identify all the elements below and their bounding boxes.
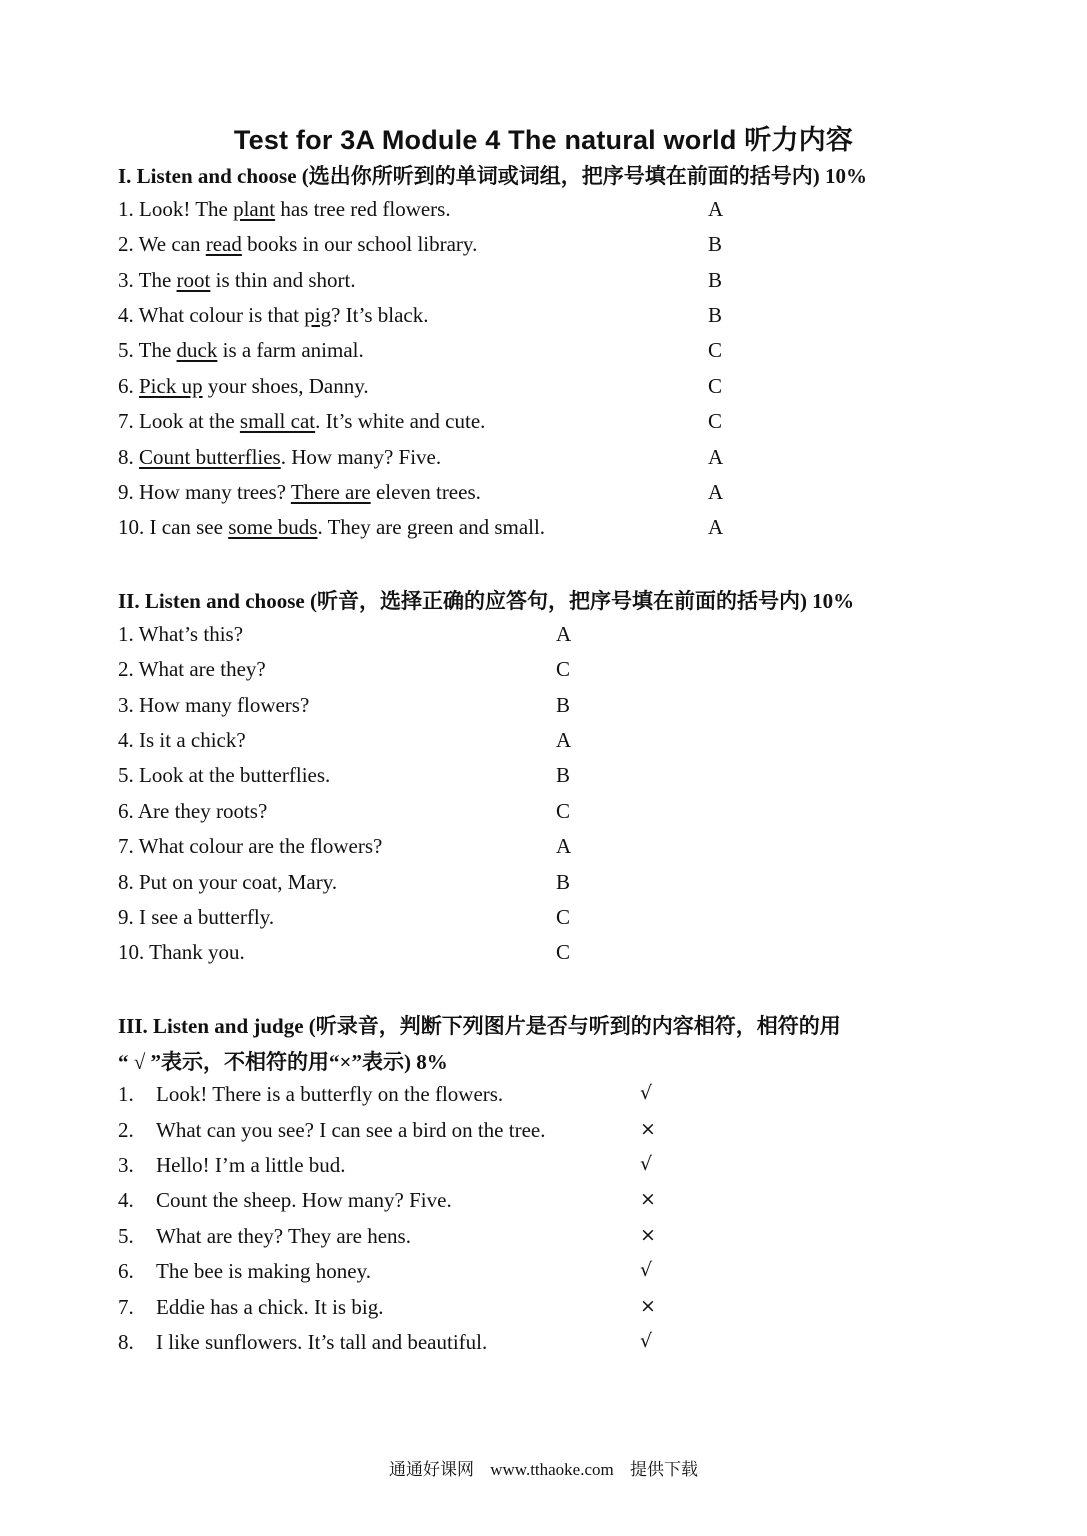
answer: C <box>556 905 571 929</box>
answer: A <box>708 515 724 539</box>
section-2-heading: II. Listen and choose (听音，选择正确的应答句，把序号填在前面的括号内) 10% <box>118 589 855 613</box>
list-item: 9. How many trees? There are eleven trees. A <box>118 480 724 504</box>
judgement-mark: × <box>640 1295 656 1317</box>
list-item: 8. Put on your coat, Mary. B <box>118 870 571 894</box>
list-item: 3. Hello! I’m a little bud. √ <box>118 1153 653 1177</box>
list-item: 2. What can you see? I can see a bird on the tree. × <box>118 1118 656 1142</box>
footer-url[interactable]: www.tthaoke.com <box>490 1460 614 1479</box>
list-item: 3. How many flowers? B <box>118 693 571 717</box>
answer: B <box>556 870 571 894</box>
list-item: 4. Is it a chick? A <box>118 728 572 752</box>
answer: A <box>708 480 724 504</box>
list-item: 10. Thank you. C <box>118 940 571 964</box>
answer: C <box>556 799 571 823</box>
list-item: 5. The duck is a farm animal. C <box>118 338 723 362</box>
judgement-mark: × <box>640 1224 656 1246</box>
answer: A <box>556 834 572 858</box>
judgement-mark: √ <box>640 1082 653 1104</box>
list-item: 4. What colour is that pig? It’s black. B <box>118 303 723 327</box>
list-item: 5. Look at the butterflies. B <box>118 763 571 787</box>
answer: B <box>556 763 571 787</box>
judgement-mark: × <box>640 1118 656 1140</box>
list-item: 7. Look at the small cat. It’s white and cute. C <box>118 409 723 433</box>
answer: B <box>556 693 571 717</box>
answer: C <box>556 657 571 681</box>
answer: A <box>556 622 572 646</box>
answer: B <box>708 268 723 292</box>
answer: C <box>708 374 723 398</box>
judgement-mark: √ <box>640 1259 653 1281</box>
answer: A <box>708 445 724 469</box>
list-item: 2. What are they? C <box>118 657 571 681</box>
section-3-heading-line-2: “ √ ”表示，不相符的用“×”表示) 8% <box>118 1050 448 1074</box>
footer-suffix: 提供下载 <box>630 1460 699 1479</box>
list-item: 8. Count butterflies. How many? Five. A <box>118 445 724 469</box>
answer: A <box>708 197 724 221</box>
judgement-mark: √ <box>640 1153 653 1175</box>
answer: C <box>556 940 571 964</box>
list-item: 1. Look! There is a butterfly on the flowers. √ <box>118 1082 653 1106</box>
answer: C <box>708 409 723 433</box>
list-item: 7. What colour are the flowers? A <box>118 834 572 858</box>
judgement-mark: √ <box>640 1330 653 1352</box>
list-item: 9. I see a butterfly. C <box>118 905 571 929</box>
answer: B <box>708 303 723 327</box>
list-item: 7. Eddie has a chick. It is big. × <box>118 1295 656 1319</box>
list-item: 2. We can read books in our school library. B <box>118 232 723 256</box>
footer-site-name: 通通好课网 <box>388 1460 474 1479</box>
list-item: 8. I like sunflowers. It’s tall and beautiful. √ <box>118 1330 653 1354</box>
list-item: 6. Pick up your shoes, Danny. C <box>118 374 723 398</box>
list-item: 6. Are they roots? C <box>118 799 571 823</box>
list-item: 5. What are they? They are hens. × <box>118 1224 656 1248</box>
judgement-mark: × <box>640 1188 656 1210</box>
list-item: 1. What’s this? A <box>118 622 572 646</box>
list-item: 4. Count the sheep. How many? Five. × <box>118 1188 656 1212</box>
list-item: 10. I can see some buds. They are green and small. A <box>118 515 724 539</box>
answer: A <box>556 728 572 752</box>
answer: B <box>708 232 723 256</box>
list-item: 1. Look! The plant has tree red flowers. A <box>118 197 724 221</box>
page-footer <box>0 1455 1087 1480</box>
section-3-heading: III. Listen and judge (听录音，判断下列图片是否与听到的内容相符，相符的用 <box>118 1014 841 1038</box>
page-title: Test for 3A Module 4 The natural world 听力内容 <box>233 125 854 155</box>
list-item: 3. The root is thin and short. B <box>118 268 723 292</box>
section-1-heading: I. Listen and choose (选出你所听到的单词或词组，把序号填在前面的括号内) 10% <box>118 164 868 188</box>
answer: C <box>708 338 723 362</box>
list-item: 6. The bee is making honey. √ <box>118 1259 653 1283</box>
